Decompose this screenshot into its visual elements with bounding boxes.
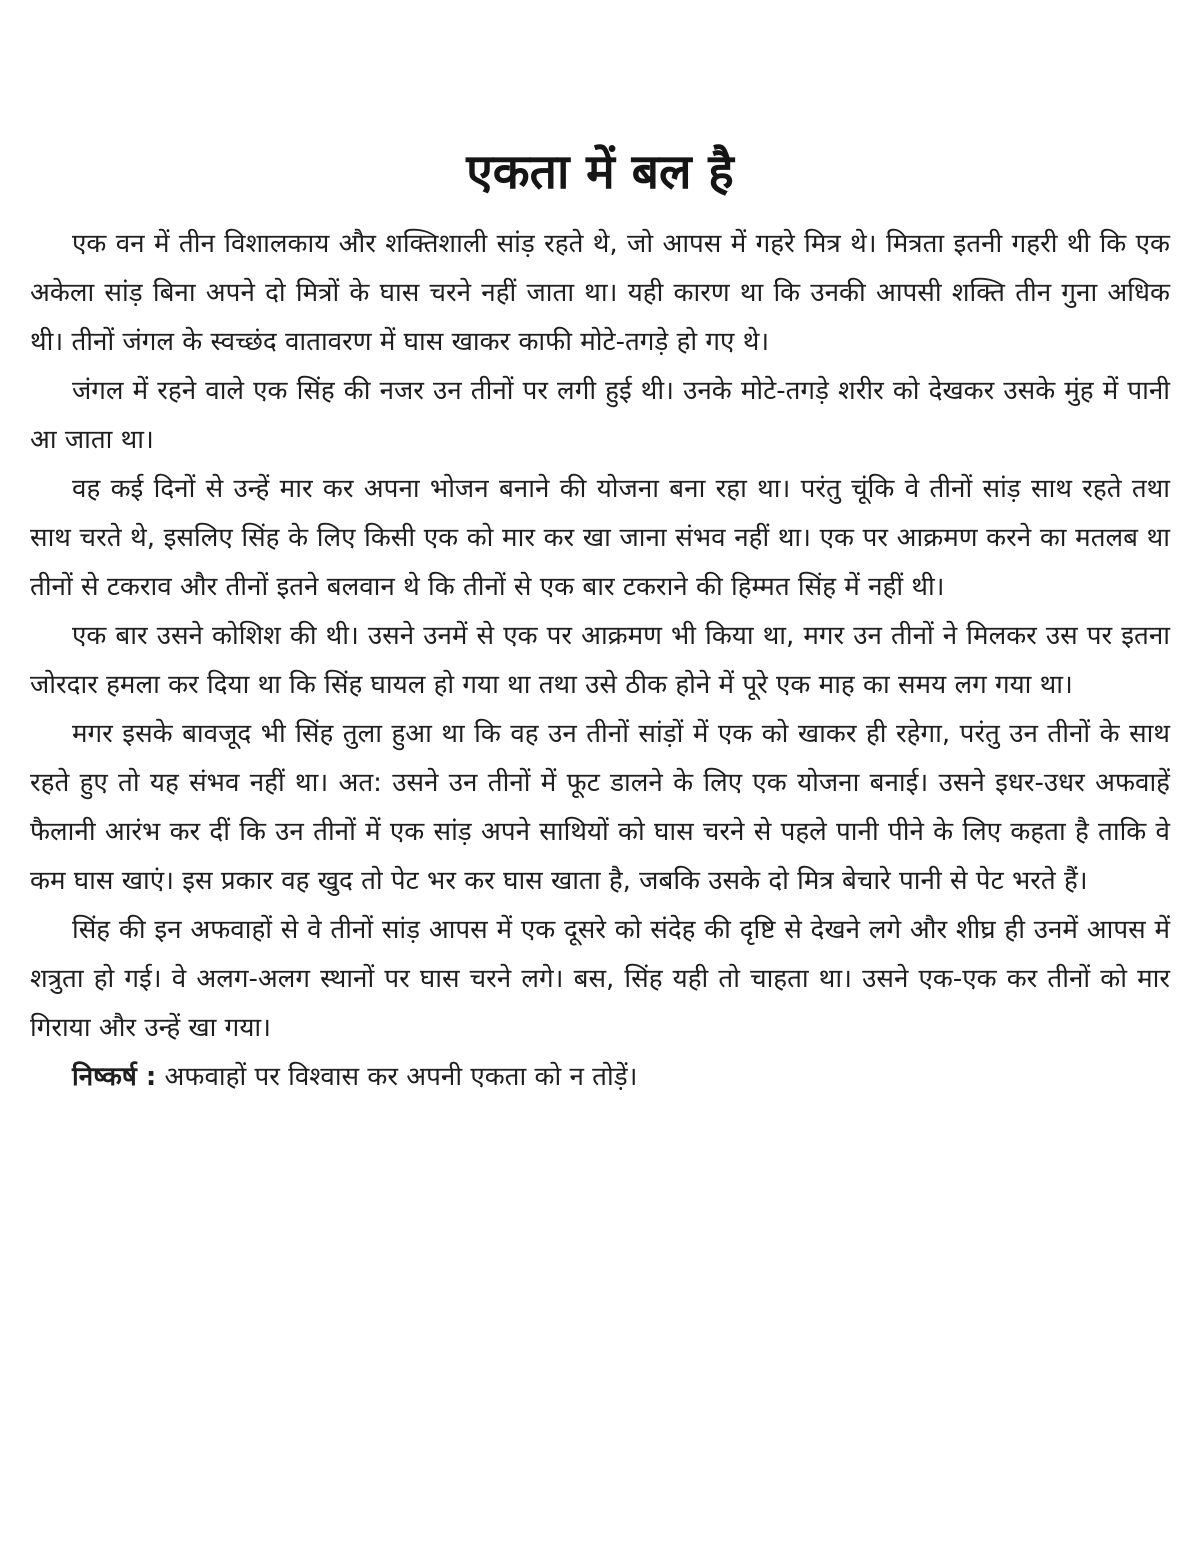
story-paragraph: मगर इसके बावजूद भी सिंह तुला हुआ था कि वह उन तीनों सांड़ों में एक को खाकर ही रहेगा, परंतु उन तीनों के साथ रहते हुए तो यह संभव नहीं था। अत: उसने उन तीनों में फूट डालने के लिए एक योजना बनाई। उसने इधर-उधर अफवाहें फैलानी आरंभ कर दीं कि उन तीनों में एक सांड़ अपने साथियों को घास चरने से पहले पानी पीने के लिए कहता है ताकि वे कम घास खाएं। इस प्रकार वह खुद तो पेट भर कर घास खाता है, जबकि उसके दो मित्र बेचारे पानी से पेट भरते हैं। — [30, 719, 1170, 896]
story-paragraph: जंगल में रहने वाले एक सिंह की नजर उन तीनों पर लगी हुई थी। उनके मोटे-तगड़े शरीर को देखकर उसके मुंह में पानी आ जाता था। — [30, 376, 1170, 455]
story-title: एकता में बल है — [466, 144, 734, 200]
story-paragraph: एक बार उसने कोशिश की थी। उसने उनमें से एक पर आक्रमण भी किया था, मगर उन तीनों ने मिलकर उस पर इतना जोरदार हमला कर दिया था कि सिंह घायल हो गया था तथा उसे ठीक होने में पूरे एक माह का समय लग गया था। — [30, 621, 1170, 700]
story-body — [30, 220, 1170, 1102]
moral-text: अफवाहों पर विश्वास कर अपनी एकता को न तोड़ें। — [156, 1062, 638, 1092]
moral-label: निष्कर्ष : — [72, 1062, 157, 1092]
story-paragraph: एक वन में तीन विशालकाय और शक्तिशाली सांड़ रहते थे, जो आपस में गहरे मित्र थे। मित्रता इतनी गहरी थी कि एक अकेला सांड़ बिना अपने दो मित्रों के घास चरने नहीं जाता था। यही कारण था कि उनकी आपसी शक्ति तीन गुना अधिक थी। तीनों जंगल के स्वच्छंद वातावरण में घास खाकर काफी मोटे-तगड़े हो गए थे। — [30, 229, 1170, 357]
document-page — [30, 0, 1170, 1565]
story-paragraph: वह कई दिनों से उन्हें मार कर अपना भोजन बनाने की योजना बना रहा था। परंतु चूंकि वे तीनों सांड़ साथ रहते तथा साथ चरते थे, इसलिए सिंह के लिए किसी एक को मार कर खा जाना संभव नहीं था। एक पर आक्रमण करने का मतलब था तीनों से टकराव और तीनों इतने बलवान थे कि तीनों से एक बार टकराने की हिम्मत सिंह में नहीं थी। — [30, 474, 1170, 602]
story-moral — [30, 1053, 1170, 1102]
story-paragraph: सिंह की इन अफवाहों से वे तीनों सांड़ आपस में एक दूसरे को संदेह की दृष्टि से देखने लगे और शीघ्र ही उनमें आपस में शत्रुता हो गई। वे अलग-अलग स्थानों पर घास चरने लगे। बस, सिंह यही तो चाहता था। उसने एक-एक कर तीनों को मार गिराया और उन्हें खा गया। — [30, 915, 1170, 1043]
